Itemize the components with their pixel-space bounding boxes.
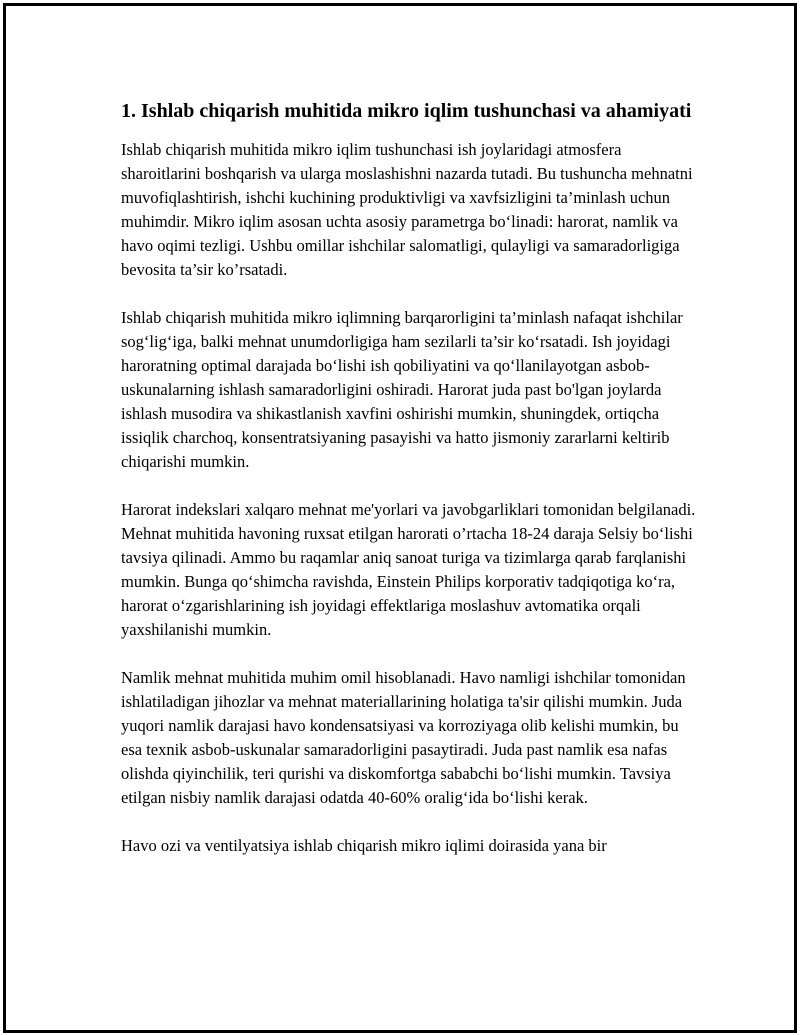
- paragraph-1: Ishlab chiqarish muhitida mikro iqlim tushunchasi ish joylaridagi atmosfera sharoitlarini boshqarish va ularga moslashishni nazarda tutadi. Bu tushuncha mehnatni muvofiqlashtirish, ishchi kuchining produktivligi va xavfsizligini ta’minlash uchun muhimdir. Mikro iqlim asosan uchta asosiy parametrga bo‘linadi: harorat, namlik va havo oqimi tezligi. Ushbu omillar ishchilar salomatligi, qulayligi va samaradorligiga bevosita ta’sir ko’rsatadi.: [121, 140, 693, 279]
- section-heading: 1. Ishlab chiqarish muhitida mikro iqlim tushunchasi va ahamiyati: [121, 100, 692, 122]
- paragraph-3: Harorat indekslari xalqaro mehnat me'yorlari va javobgarliklari tomonidan belgilanadi. Mehnat muhitida havoning ruxsat etilgan harorati o’rtacha 18-24 daraja Selsiy bo‘lishi tavsiya qilinadi. Ammo bu raqamlar aniq sanoat turiga va tizimlarga qarab farqlanishi mumkin. Bunga qo‘shimcha ravishda, Einstein Philips korporativ tadqiqotiga ko‘ra, harorat o‘zgarishlarining ish joyidagi effektlariga moslashuv avtomatika orqali yaxshilanishi mumkin.: [121, 500, 696, 639]
- paragraph-2: Ishlab chiqarish muhitida mikro iqlimning barqarorligini ta’minlash nafaqat ishchilar sog‘lig‘iga, balki mehnat unumdorligiga ham sezilarli ta’sir ko‘rsatadi. Ish joyidagi haroratning optimal darajada bo‘lishi ish qobiliyatini va qo‘llanilayotgan asbob-uskunalarning ishlash samaradorligini oshiradi. Harorat juda past bo'lgan joylarda ishlash musodira va shikastlanish xavfini oshirishi mumkin, shuningdek, ortiqcha issiqlik charchoq, konsentratsiyaning pasayishi va hatto jismoniy zararlarni keltirib chiqarishi mumkin.: [121, 308, 683, 471]
- paragraph-5: Havo ozi va ventilyatsiya ishlab chiqarish mikro iqlimi doirasida yana bir: [121, 836, 607, 855]
- document-body: [121, 99, 696, 882]
- page-frame: [3, 3, 797, 1033]
- paragraph-4: Namlik mehnat muhitida muhim omil hisoblanadi. Havo namligi ishchilar tomonidan ishlatiladigan jihozlar va mehnat materiallarining holatiga ta'sir qilishi mumkin. Juda yuqori namlik darajasi havo kondensatsiyasi va korroziyaga olib kelishi mumkin, bu esa texnik asbob-uskunalar samaradorligini pasaytiradi. Juda past namlik esa nafas olishda qiyinchilik, teri qurishi va diskomfortga sababchi bo‘lishi mumkin. Tavsiya etilgan nisbiy namlik darajasi odatda 40-60% oralig‘ida bo‘lishi kerak.: [121, 668, 686, 807]
